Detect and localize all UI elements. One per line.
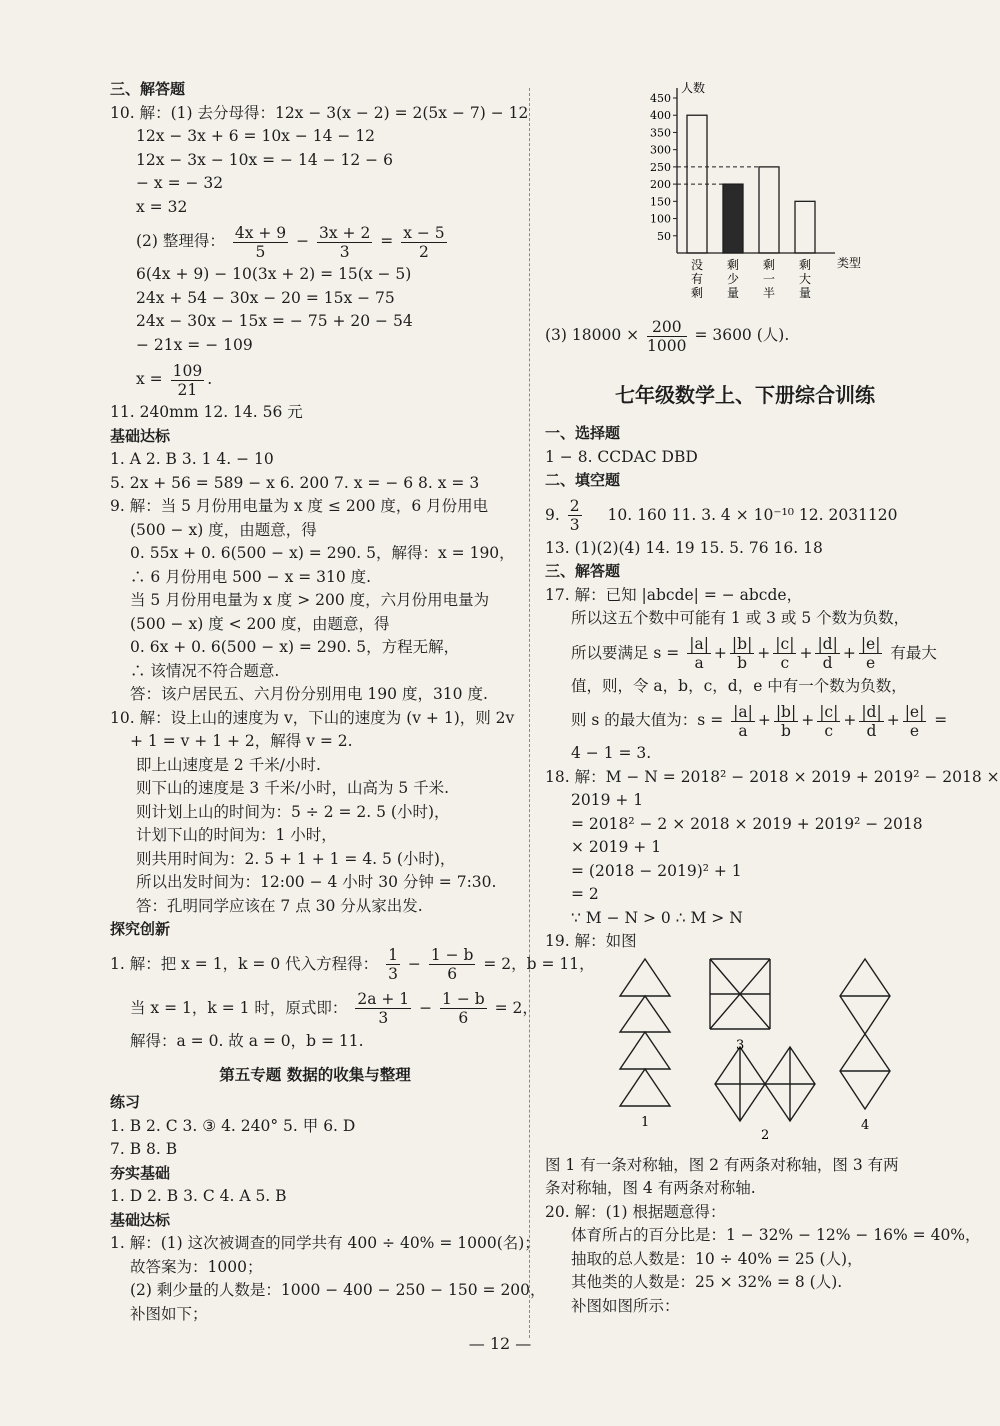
section-heading: 基础达标 bbox=[110, 426, 171, 445]
fraction: $\frac{|b|}{b}$ bbox=[775, 702, 797, 740]
fraction: $\frac{|e|}{e}$ bbox=[904, 702, 925, 740]
bar bbox=[759, 167, 779, 253]
fraction: $\frac{|c|}{c}$ bbox=[819, 702, 839, 740]
plus-sign: + bbox=[886, 711, 900, 729]
fraction: $\frac{|a|}{a}$ bbox=[689, 635, 709, 672]
category-label: 少 bbox=[726, 272, 740, 286]
bar bbox=[723, 184, 743, 253]
text-line: 24x − 30x − 15x = − 75 + 20 − 54 bbox=[136, 312, 413, 330]
section-heading: 基础达标 bbox=[110, 1210, 171, 1229]
equation-line: (2) 整理得： $\frac{4x + 9}{5}$ − $\frac{3x + 2}{3}$ = $\frac{x - 5}{2}$ bbox=[136, 223, 445, 261]
text-line: 则计划上山的时间为：5 ÷ 2 = 2. 5 (小时)， bbox=[136, 802, 450, 821]
text-line: 答：孔明同学应该在 7 点 30 分从家出发. bbox=[136, 896, 423, 915]
y-tick-label: 200 bbox=[650, 178, 671, 192]
text-line: − 21x = − 109 bbox=[136, 335, 253, 354]
section-heading: 三、解答题 bbox=[110, 80, 186, 98]
text-line: ∴ 6 月份用电 500 − x = 310 度. bbox=[130, 567, 372, 586]
figure-1 bbox=[620, 959, 670, 1106]
text-line: 10. 解：设上山的速度为 v，下山的速度为 (v + 1)，则 2v bbox=[110, 708, 515, 727]
symmetry-figures bbox=[615, 954, 915, 1154]
text-line: 11. 240mm 12. 14. 56 元 bbox=[110, 403, 303, 421]
bar-chart-svg bbox=[635, 78, 895, 313]
y-tick-label: 150 bbox=[650, 195, 671, 209]
figure-label: 3 bbox=[736, 1037, 745, 1053]
text-line: 计划下山的时间为：1 小时， bbox=[136, 826, 337, 844]
y-tick-label: 50 bbox=[657, 229, 671, 243]
fraction: $\frac{109}{21}$ bbox=[172, 361, 203, 399]
text-line: 解得：a = 0. 故 a = 0，b = 11. bbox=[130, 1031, 364, 1050]
fraction: $\frac{|e|}{e}$ bbox=[860, 635, 881, 672]
text-line: 所以出发时间为：12:00 − 4 小时 30 分钟 = 7:30. bbox=[136, 873, 497, 891]
fraction: $\frac{200}{1000}$ bbox=[647, 317, 687, 355]
section-title: 第五专题 数据的收集与整理 bbox=[219, 1066, 411, 1084]
text-line: 1. D 2. B 3. C 4. A 5. B bbox=[110, 1187, 287, 1205]
text-line: × 2019 + 1 bbox=[571, 838, 662, 856]
text-line: 19. 解：如图 bbox=[545, 932, 637, 950]
triangle-shape bbox=[620, 1069, 670, 1106]
text-line: 1 − 8. CCDAC DBD bbox=[545, 447, 698, 466]
triangle-shape bbox=[620, 996, 670, 1032]
fraction: $\frac{1 - b}{6}$ bbox=[430, 946, 474, 983]
text-line: 12x − 3x − 10x = − 14 − 12 − 6 bbox=[136, 150, 393, 169]
page-title: 七年级数学上、下册综合训练 bbox=[615, 383, 875, 407]
y-tick-label: 300 bbox=[650, 143, 671, 157]
fraction: $\frac{x - 5}{2}$ bbox=[403, 223, 445, 261]
text-line: 2019 + 1 bbox=[571, 791, 644, 809]
category-label: 量 bbox=[726, 286, 740, 300]
equation-line: 9. $\frac{2}{3}$ 10. 160 11. 3. 4 × 10⁻¹⁰ 12. 2031120 bbox=[545, 497, 898, 534]
figure-3 bbox=[710, 959, 770, 1029]
text-line: 0. 6x + 0. 6(500 − x) = 290. 5，方程无解， bbox=[130, 638, 460, 656]
text-line: 条对称轴，图 4 有两条对称轴. bbox=[545, 1179, 756, 1197]
equation-line: 当 x = 1，k = 1 时，原式即： $\frac{2a + 1}{3}$ − $\frac{1 - b}{6}$ = 2， bbox=[130, 990, 538, 1027]
plus-sign: + bbox=[757, 711, 771, 729]
category-label: 剩 bbox=[726, 258, 740, 272]
text-line: 12x − 3x + 6 = 10x − 14 − 12 bbox=[136, 127, 376, 145]
text-line: 当 5 月份用电量为 x 度 > 200 度，六月份用电量为 bbox=[130, 591, 490, 609]
fraction: $\frac{|d|}{d}$ bbox=[861, 702, 882, 740]
figure-label: 1 bbox=[641, 1114, 650, 1130]
text-line: ∵ M − N > 0 ∴ M > N bbox=[571, 908, 743, 927]
text-line: 1. B 2. C 3. ③ 4. 240° 5. 甲 6. D bbox=[110, 1116, 356, 1135]
text-line: 1. 解：(1) 这次被调查的同学共有 400 ÷ 40% = 1000(名)； bbox=[110, 1234, 540, 1252]
plus-sign: + bbox=[842, 643, 856, 662]
equation-line: 1. 解：把 x = 1，k = 0 代入方程得： $\frac{1}{3}$ − $\frac{1 - b}{6}$ = 2，b = 11， bbox=[110, 946, 595, 983]
bar bbox=[687, 115, 707, 253]
text-line: 补图如图所示： bbox=[571, 1296, 680, 1315]
text-line: 即上山速度是 2 千米/小时. bbox=[136, 755, 321, 774]
fraction: $\frac{3x + 2}{3}$ bbox=[319, 223, 371, 261]
y-tick-label: 100 bbox=[650, 212, 671, 226]
text-line: 5. 2x + 56 = 589 − x 6. 200 7. x = − 6 8. x = 3 bbox=[110, 473, 480, 492]
fraction: $\frac{1 - b}{6}$ bbox=[442, 990, 485, 1027]
text-line: 所以这五个数中可能有 1 或 3 或 5 个数为负数， bbox=[571, 609, 910, 627]
section-heading: 三、解答题 bbox=[545, 562, 621, 580]
text-line: 补图如下； bbox=[130, 1304, 208, 1323]
page-number: — 12 — bbox=[468, 1334, 532, 1353]
bar-chart bbox=[635, 78, 895, 313]
text-line: ∴ 该情况不符合题意. bbox=[130, 661, 280, 680]
figure-4 bbox=[840, 959, 890, 1109]
text-line: + 1 = v + 1 + 2，解得 v = 2. bbox=[130, 732, 353, 750]
category-label: 没 bbox=[690, 258, 704, 272]
right-column bbox=[545, 78, 1000, 1318]
fraction: $\frac{|c|}{c}$ bbox=[775, 635, 795, 672]
equation-line: 所以要满足 s = $\frac{|a|}{a}$ + $\frac{|b|}{b}$ + $\frac{|c|}{c}$ + $\frac{|d|}{d}$ + $\frac{|e|}{e}$ 有最大 bbox=[571, 635, 937, 672]
plus-sign: + bbox=[843, 711, 857, 729]
text-line: 7. B 8. B bbox=[110, 1140, 178, 1158]
text-line: 答：该户居民五、六月份分别用电 190 度，310 度. bbox=[130, 685, 488, 703]
plus-sign: + bbox=[801, 711, 815, 729]
category-label: 一 bbox=[762, 272, 776, 286]
figure-label: 4 bbox=[861, 1117, 870, 1133]
category-label: 剩 bbox=[690, 286, 704, 300]
triangle-shape bbox=[620, 959, 670, 996]
section-heading: 二、填空题 bbox=[545, 471, 621, 489]
text-line: 6(4x + 9) − 10(3x + 2) = 15(x − 5) bbox=[136, 265, 412, 283]
text-line: 则共用时间为：2. 5 + 1 + 1 = 4. 5 (小时)， bbox=[136, 849, 456, 868]
section-heading: 探究创新 bbox=[110, 920, 171, 938]
fraction: $\frac{4x + 9}{5}$ bbox=[234, 223, 287, 261]
text-line: 10. 解：(1) 去分母得：12x − 3(x − 2) = 2(5x − 7) − 12 bbox=[110, 103, 529, 122]
category-label: 半 bbox=[762, 286, 776, 300]
text-line: 4 − 1 = 3. bbox=[571, 744, 652, 762]
text-line: (500 − x) 度，由题意，得 bbox=[130, 520, 317, 539]
category-label: 剩 bbox=[798, 258, 812, 272]
fraction: $\frac{1}{3}$ bbox=[388, 946, 398, 983]
y-tick-label: 250 bbox=[650, 160, 671, 174]
figure-2 bbox=[715, 1047, 815, 1121]
category-label: 剩 bbox=[762, 258, 776, 272]
fraction: $\frac{2a + 1}{3}$ bbox=[357, 990, 410, 1027]
plus-sign: + bbox=[757, 643, 771, 662]
category-label: 量 bbox=[798, 286, 812, 300]
plus-sign: + bbox=[799, 643, 813, 662]
text-line: 抽取的总人数是：10 ÷ 40% = 25 (人)， bbox=[571, 1249, 863, 1268]
symmetry-figures-svg bbox=[615, 954, 915, 1154]
triangle-shape bbox=[620, 1032, 670, 1069]
text-line: 0. 55x + 0. 6(500 − x) = 290. 5，解得：x = 190， bbox=[130, 544, 515, 562]
equation-line: x = $\frac{109}{21}$ . bbox=[136, 361, 213, 399]
text-line: 20. 解：(1) 根据题意得： bbox=[545, 1202, 726, 1221]
text-line: 17. 解：已知 |abcde| = − abcde， bbox=[545, 585, 803, 604]
category-label: 大 bbox=[798, 272, 812, 286]
text-line: − x = − 32 bbox=[136, 174, 224, 192]
section-heading: 一、选择题 bbox=[545, 424, 621, 442]
fraction: $\frac{|d|}{d}$ bbox=[817, 635, 838, 672]
text-line: 18. 解：M − N = 2018² − 2018 × 2019 + 2019² − 2018 × bbox=[545, 767, 1000, 786]
bar bbox=[795, 201, 815, 253]
x-axis-label: 类型 bbox=[837, 256, 862, 270]
text-line: 其他类的人数是：25 × 32% = 8 (人). bbox=[571, 1273, 843, 1291]
y-tick-label: 450 bbox=[650, 92, 671, 105]
fraction: $\frac{|b|}{b}$ bbox=[731, 635, 753, 672]
text-line: 值，则，令 a，b，c，d，e 中有一个数为负数， bbox=[571, 676, 907, 695]
text-line: 则下山的速度是 3 千米/小时，山高为 5 千米. bbox=[136, 779, 450, 797]
fraction: $\frac{|a|}{a}$ bbox=[733, 702, 753, 740]
text-line: (2) 剩少量的人数是：1000 − 400 − 250 − 150 = 200， bbox=[130, 1281, 546, 1299]
y-axis-label: 人数 bbox=[681, 81, 706, 95]
text-line: 体育所占的百分比是：1 − 32% − 12% − 16% = 40%， bbox=[571, 1226, 981, 1244]
equation-line: 则 s 的最大值为：s = $\frac{|a|}{a}$ + $\frac{|b|}{b}$ + $\frac{|c|}{c}$ + $\frac{|d|}{d}$ + $\frac{|e|}{e}$ = bbox=[571, 702, 948, 740]
y-tick-label: 350 bbox=[650, 126, 671, 140]
equation-line: (3) 18000 × $\frac{200}{1000}$ = 3600 (人). bbox=[545, 317, 790, 355]
figure-label: 2 bbox=[761, 1127, 770, 1143]
text-line: 24x + 54 − 30x − 20 = 15x − 75 bbox=[136, 288, 395, 307]
category-label: 有 bbox=[690, 272, 704, 286]
text-line: = (2018 − 2019)² + 1 bbox=[571, 861, 742, 880]
text-line: 图 1 有一条对称轴，图 2 有两条对称轴，图 3 有两 bbox=[545, 1155, 899, 1174]
text-line: 1. A 2. B 3. 1 4. − 10 bbox=[110, 450, 274, 468]
section-heading: 练习 bbox=[110, 1093, 141, 1111]
fraction: $\frac{2}{3}$ bbox=[569, 497, 580, 534]
text-line: 13. (1)(2)(4) 14. 19 15. 5. 76 16. 18 bbox=[545, 538, 823, 557]
text-line: = 2 bbox=[571, 885, 599, 903]
text-line: = 2018² − 2 × 2018 × 2019 + 2019² − 2018 bbox=[571, 814, 923, 833]
text-line: 故答案为：1000； bbox=[130, 1257, 263, 1276]
plus-sign: + bbox=[713, 643, 727, 662]
text-line: (500 − x) 度 < 200 度，由题意，得 bbox=[130, 614, 390, 633]
section-heading: 夯实基础 bbox=[110, 1163, 171, 1182]
y-tick-label: 400 bbox=[650, 109, 671, 123]
text-line: 9. 解：当 5 月份用电量为 x 度 ≤ 200 度，6 月份用电 bbox=[110, 497, 489, 515]
text-line: x = 32 bbox=[136, 197, 188, 216]
column-divider bbox=[529, 88, 530, 1338]
